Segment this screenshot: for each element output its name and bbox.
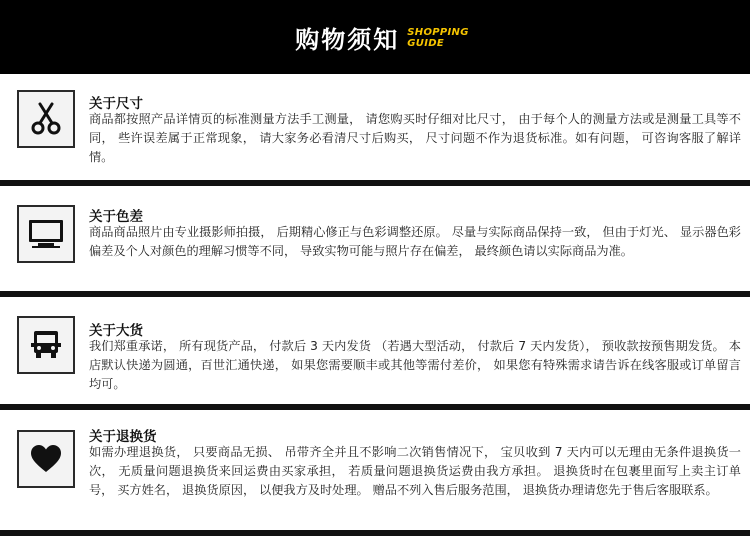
section-divider: [0, 291, 750, 297]
header-english-label: [407, 27, 468, 49]
section-divider: [0, 180, 750, 186]
section-divider: [0, 530, 750, 536]
truck-icon: [17, 316, 75, 374]
section-title-shipping: 关于大货: [89, 323, 143, 339]
section-divider: [0, 404, 750, 410]
section-body-color: 商品商品照片由专业摄影师拍摄， 后期精心修正与色彩调整还原。 尽量与实际商品保持一致， 但由于灯光、 显示器色彩偏差及个人对颜色的理解习惯等不同， 导致实物可能与照片存在偏差， 最终颜色请以实际商品为准。: [89, 225, 741, 258]
section-title-returns: 关于退换货: [89, 429, 157, 445]
section-body-shipping: 我们郑重承诺， 所有现货产品， 付款后 3 天内发货 （若遇大型活动， 付款后 7 天内发货）， 预收款按预售期发货。 本店默认快递为圆通，百世汇通快递， 如果您需要顺丰或其他等需付差价， 如果您有特殊需求请告诉在线客服或订单留言均可。: [89, 339, 741, 391]
section-body-size: 商品都按照产品详情页的标准测量方法手工测量， 请您购买时仔细对比尺寸， 由于每个人的测量方法或是测量工具等不同， 些许误差属于正常现象， 请大家务必看清尺寸后购买， 尺寸问题不作为退货标准。如有问题， 可咨询客服了解详情。: [89, 112, 741, 164]
header-en-line2: GUIDE: [407, 38, 444, 49]
scissors-icon: [17, 90, 75, 148]
page-header: [0, 0, 750, 74]
page-title: 购物须知: [295, 25, 400, 54]
section-title-size: 关于尺寸: [89, 96, 143, 112]
header-en-line1: SHOPPING: [407, 27, 469, 38]
heart-icon: [17, 430, 75, 488]
section-title-color: 关于色差: [89, 209, 143, 225]
monitor-icon: [17, 205, 75, 263]
header-title-group: [295, 20, 468, 55]
section-body-returns: 如需办理退换货， 只要商品无损、 吊带齐全并且不影响二次销售情况下， 宝贝收到 7 天内可以无理由无条件退换货一次， 无质量问题退换货来回运费由买家承担， 若质量问题退换货运费由我方承担。 退换货时在包裹里面写上卖主订单号， 买方姓名， 退换货原因， 以便我方及时处理。 赠品不列入售后服务范围， 退换货办理请您先于售后客服联系。: [89, 445, 741, 497]
